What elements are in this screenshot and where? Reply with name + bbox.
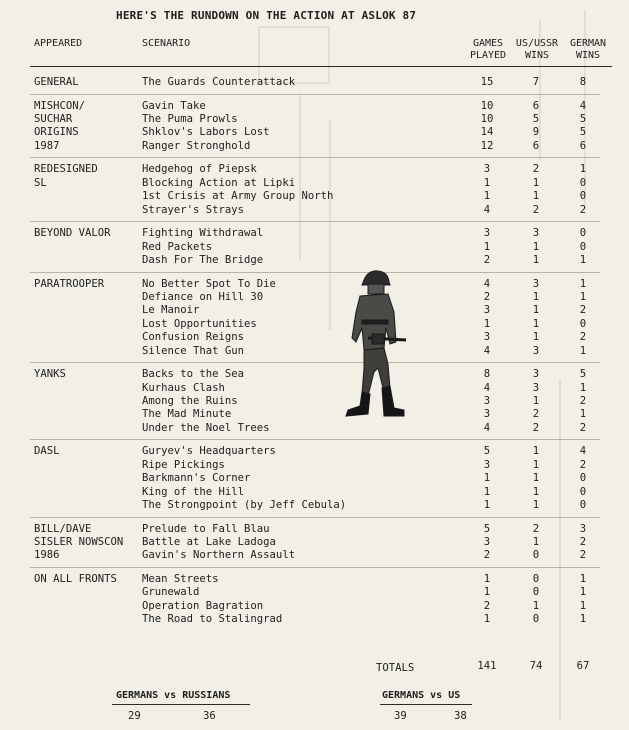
soldier-illustration [338, 268, 412, 420]
games-played-cell: 8 [483, 368, 491, 381]
german-wins-cell: 2 [579, 536, 587, 548]
group-separator [30, 272, 600, 273]
scenario-name: The Strongpoint (by Jeff Cebula) [142, 499, 347, 511]
group-separator [30, 157, 600, 158]
appeared-source: SISLER NOWSCON [34, 536, 124, 548]
ussr-wins-cell: 2 [532, 421, 540, 434]
games-played-cell: 10 [480, 99, 494, 112]
scenario-name: Gavin's Northern Assault [142, 549, 296, 562]
german-wins-cell: 5 [579, 368, 587, 381]
games-played-cell: 10 [480, 113, 494, 125]
games-played-cell: 4 [483, 277, 491, 290]
ussr-wins-cell: 9 [532, 126, 540, 139]
german-wins-cell: 2 [579, 458, 587, 471]
ussr-header-line1: US/USSR [515, 38, 559, 49]
games-played-cell: 4 [483, 203, 491, 216]
scenario-name: Confusion Reigns [142, 331, 245, 344]
scenario-name: Gavin Take [142, 99, 206, 112]
group-separator [30, 439, 600, 440]
scenario-name: Operation Bagration [142, 599, 264, 612]
german-wins-cell: 4 [579, 99, 587, 112]
gu-us-score: 38 [454, 710, 467, 722]
german-wins-cell: 0 [579, 472, 587, 485]
ussr-wins-cell: 6 [532, 139, 540, 152]
ussr-wins-cell: 1 [532, 190, 540, 203]
ussr-wins-cell: 1 [532, 291, 540, 303]
games-played-cell: 12 [480, 139, 494, 152]
group-separator [30, 567, 600, 568]
ussr-wins-cell: 6 [532, 99, 540, 112]
scenario-name: Strayer's Strays [142, 203, 245, 216]
german-wins-cell: 2 [579, 331, 587, 344]
games-played-cell: 3 [483, 304, 491, 317]
german-wins-cell: 1 [579, 277, 587, 290]
ussr-wins-cell: 3 [532, 368, 540, 381]
german-wins-header [564, 38, 612, 62]
header-rule [30, 66, 612, 67]
gu-underline [380, 704, 472, 705]
scenario-header: SCENARIO [142, 38, 191, 49]
german-wins-cell: 8 [579, 76, 587, 88]
german-wins-cell: 2 [579, 421, 587, 434]
appeared-source: MISHCON/ [34, 99, 86, 112]
page-title: HERE'S THE RUNDOWN ON THE ACTION AT ASLOK 87 [116, 9, 417, 22]
german-wins-cell: 0 [579, 317, 587, 330]
games-played-cell: 2 [483, 254, 491, 266]
games-played-cell: 4 [483, 344, 491, 357]
german-wins-cell: 1 [579, 599, 587, 612]
scenario-name: Red Packets [142, 240, 213, 253]
appeared-source: SL [34, 176, 47, 189]
appeared-source: 1986 [34, 549, 60, 562]
ussr-wins-cell: 3 [532, 277, 540, 290]
ussr-wins-cell: 0 [532, 586, 540, 599]
german-wins-cell: 1 [579, 163, 587, 176]
german-wins-cell: 1 [579, 344, 587, 357]
ussr-wins-cell: 1 [532, 445, 540, 458]
appeared-source: PARATROOPER [34, 277, 105, 290]
scenario-name: Prelude to Fall Blau [142, 522, 270, 535]
games-played-cell: 1 [483, 573, 491, 585]
appeared-source: REDESIGNED [34, 163, 98, 176]
games-played-cell: 3 [483, 227, 491, 240]
scenario-name: Backs to the Sea [142, 368, 245, 381]
gu-german-score: 39 [394, 710, 407, 722]
ussr-wins-cell: 1 [532, 485, 540, 498]
ussr-wins-header [510, 38, 564, 62]
ussr-wins-cell: 3 [532, 344, 540, 357]
scenario-name: King of the Hill [142, 485, 245, 498]
ussr-header-line2: WINS [524, 50, 550, 61]
games-played-cell: 14 [480, 126, 494, 139]
scenario-name: The Guards Counterattack [142, 76, 296, 88]
games-played-cell: 4 [483, 421, 491, 434]
scenario-name: The Mad Minute [142, 408, 232, 421]
group-separator [30, 221, 600, 222]
ussr-wins-cell: 1 [532, 304, 540, 317]
appeared-source: SUCHAR [34, 113, 73, 125]
scenario-name: Hedgehog of Piepsk [142, 163, 257, 176]
german-wins-cell: 0 [579, 227, 587, 240]
ussr-wins-cell: 1 [532, 472, 540, 485]
games-played-cell: 2 [483, 599, 491, 612]
scenario-name: Dash For The Bridge [142, 254, 264, 266]
germans-vs-russians-label: GERMANS vs RUSSIANS [116, 690, 231, 701]
games-played-cell: 3 [483, 395, 491, 407]
ussr-wins-cell: 2 [532, 203, 540, 216]
games-played-cell: 2 [483, 549, 491, 562]
games-played-cell: 4 [483, 381, 491, 394]
ussr-wins-cell: 1 [532, 499, 540, 511]
games-played-cell: 5 [483, 522, 491, 535]
german-wins-cell: 1 [579, 291, 587, 303]
appeared-source: DASL [34, 445, 60, 458]
german-wins-cell: 0 [579, 485, 587, 498]
ussr-wins-cell: 2 [532, 522, 540, 535]
totals-german: 67 [576, 660, 590, 672]
ussr-wins-cell: 1 [532, 176, 540, 189]
ussr-wins-cell: 2 [532, 163, 540, 176]
games-header-line1: GAMES [472, 38, 504, 49]
scenario-name: Guryev's Headquarters [142, 445, 276, 458]
appeared-source: ORIGINS [34, 126, 79, 139]
games-played-cell: 15 [480, 76, 494, 88]
ussr-wins-cell: 1 [532, 331, 540, 344]
games-played-cell: 1 [483, 613, 491, 626]
appeared-source: GENERAL [34, 76, 79, 88]
german-wins-cell: 1 [579, 613, 587, 626]
appeared-source: BEYOND VALOR [34, 227, 111, 240]
german-wins-cell: 1 [579, 408, 587, 421]
ussr-wins-cell: 0 [532, 573, 540, 585]
scenario-name: Fighting Withdrawal [142, 227, 264, 240]
games-played-cell: 3 [483, 331, 491, 344]
german-header-line1: GERMAN [569, 38, 607, 49]
appeared-source: 1987 [34, 139, 60, 152]
scenario-name: Blocking Action at Lipki [142, 176, 296, 189]
appeared-header: APPEARED [34, 38, 83, 49]
games-header-line2: PLAYED [469, 50, 507, 61]
games-played-cell: 3 [483, 458, 491, 471]
totals-games: 141 [477, 660, 497, 672]
ussr-wins-cell: 1 [532, 458, 540, 471]
german-wins-cell: 3 [579, 522, 587, 535]
scenario-name: Barkmann's Corner [142, 472, 251, 485]
totals-ussr: 74 [529, 660, 543, 672]
germans-vs-us-label: GERMANS vs US [382, 690, 461, 701]
gr-russian-score: 36 [203, 710, 216, 722]
german-wins-cell: 1 [579, 381, 587, 394]
german-wins-cell: 2 [579, 304, 587, 317]
appeared-source: YANKS [34, 368, 66, 381]
games-played-cell: 1 [483, 485, 491, 498]
games-played-cell: 1 [483, 240, 491, 253]
german-wins-cell: 1 [579, 573, 587, 585]
ussr-wins-cell: 7 [532, 76, 540, 88]
german-wins-cell: 2 [579, 203, 587, 216]
games-played-cell: 5 [483, 445, 491, 458]
scenario-name: No Better Spot To Die [142, 277, 276, 290]
games-played-cell: 3 [483, 163, 491, 176]
ussr-wins-cell: 1 [532, 317, 540, 330]
ussr-wins-cell: 5 [532, 113, 540, 125]
ussr-wins-cell: 3 [532, 227, 540, 240]
german-wins-cell: 1 [579, 586, 587, 599]
german-wins-cell: 5 [579, 126, 587, 139]
group-separator [30, 94, 600, 95]
gr-german-score: 29 [128, 710, 141, 722]
games-played-cell: 1 [483, 176, 491, 189]
german-wins-cell: 1 [579, 254, 587, 266]
scenario-name: Le Manoir [142, 304, 200, 317]
german-wins-cell: 2 [579, 549, 587, 562]
german-wins-cell: 0 [579, 240, 587, 253]
german-wins-cell: 2 [579, 395, 587, 407]
ussr-wins-cell: 1 [532, 599, 540, 612]
scenario-name: The Puma Prowls [142, 113, 238, 125]
scenario-name: Grunewald [142, 586, 200, 599]
german-header-line2: WINS [575, 50, 601, 61]
german-wins-cell: 0 [579, 499, 587, 511]
group-separator [30, 517, 600, 518]
ussr-wins-cell: 1 [532, 395, 540, 407]
appeared-source: BILL/DAVE [34, 522, 92, 535]
scenario-name: Defiance on Hill 30 [142, 291, 264, 303]
games-played-cell: 2 [483, 291, 491, 303]
scenario-name: 1st Crisis at Army Group North [142, 190, 334, 203]
games-played-cell: 1 [483, 586, 491, 599]
ussr-wins-cell: 1 [532, 536, 540, 548]
ussr-wins-cell: 3 [532, 381, 540, 394]
gr-underline [112, 704, 250, 705]
scenario-name: The Road to Stalingrad [142, 613, 283, 626]
games-played-cell: 3 [483, 408, 491, 421]
appeared-source: ON ALL FRONTS [34, 573, 117, 585]
ussr-wins-cell: 1 [532, 254, 540, 266]
ussr-wins-cell: 0 [532, 613, 540, 626]
ussr-wins-cell: 1 [532, 240, 540, 253]
german-wins-cell: 5 [579, 113, 587, 125]
scenario-name: Lost Opportunities [142, 317, 257, 330]
scenario-name: Shklov's Labors Lost [142, 126, 270, 139]
scenario-name: Under the Noel Trees [142, 421, 270, 434]
scenario-name: Silence That Gun [142, 344, 245, 357]
scenario-name: Ripe Pickings [142, 458, 225, 471]
games-played-cell: 1 [483, 317, 491, 330]
games-played-header [466, 38, 510, 62]
german-wins-cell: 0 [579, 190, 587, 203]
scenario-name: Kurhaus Clash [142, 381, 225, 394]
scenario-name: Mean Streets [142, 573, 219, 585]
scenario-name: Ranger Stronghold [142, 139, 251, 152]
german-wins-cell: 0 [579, 176, 587, 189]
games-played-cell: 3 [483, 536, 491, 548]
group-separator [30, 362, 600, 363]
german-wins-cell: 4 [579, 445, 587, 458]
ussr-wins-cell: 0 [532, 549, 540, 562]
german-wins-cell: 6 [579, 139, 587, 152]
scenario-name: Battle at Lake Ladoga [142, 536, 276, 548]
games-played-cell: 1 [483, 499, 491, 511]
scenario-name: Among the Ruins [142, 395, 238, 407]
games-played-cell: 1 [483, 472, 491, 485]
ussr-wins-cell: 2 [532, 408, 540, 421]
games-played-cell: 1 [483, 190, 491, 203]
totals-label: TOTALS [376, 662, 415, 674]
